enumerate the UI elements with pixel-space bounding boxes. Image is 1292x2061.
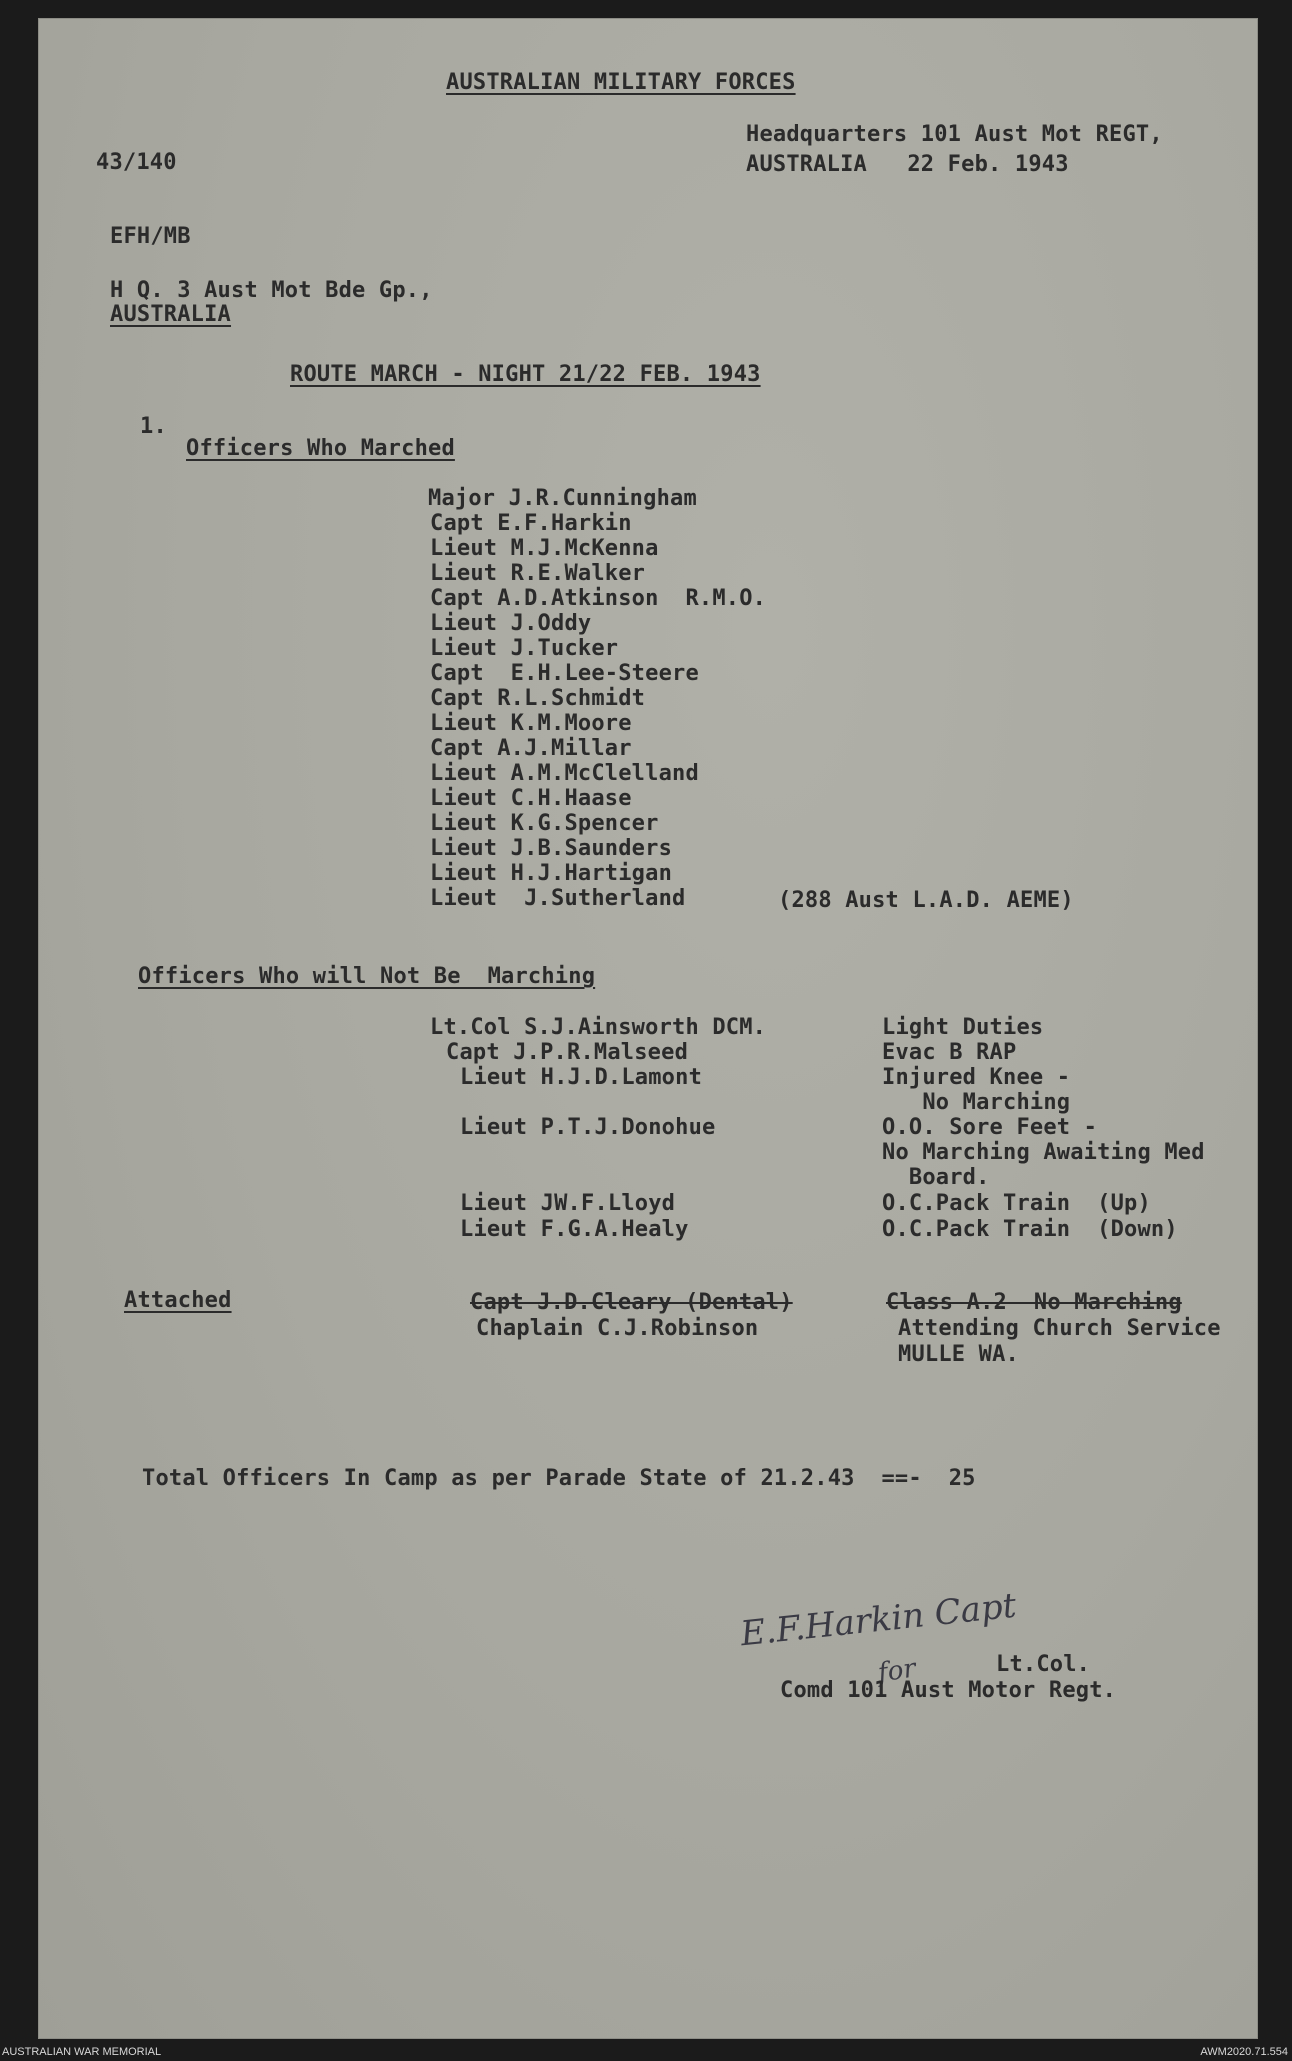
- addressee-line-2: AUSTRALIA: [110, 302, 232, 327]
- struck-officer-reason: Class A.2 No Marching: [886, 1290, 1182, 1315]
- handwritten-for: for: [876, 1653, 918, 1689]
- signature-rank: Lt.Col.: [996, 1652, 1091, 1677]
- footer-caption-left: AUSTRALIAN WAR MEMORIAL: [2, 2046, 162, 2058]
- officer-name: Lieut F.G.A.Healy: [460, 1217, 689, 1242]
- officer-unit-note: (288 Aust L.A.D. AEME): [778, 888, 1074, 913]
- officer-name: Lieut JW.F.Lloyd: [460, 1191, 676, 1216]
- total-officers-line: Total Officers In Camp as per Parade State of 21.2.43 ==- 25: [142, 1466, 976, 1491]
- officer-name: Lieut C.H.Haase: [430, 786, 632, 811]
- officer-name: Lieut P.T.J.Donohue: [460, 1115, 716, 1140]
- officer-reason: O.C.Pack Train (Up): [882, 1191, 1151, 1216]
- file-reference: 43/140: [96, 150, 177, 175]
- officer-reason: O.C.Pack Train (Down): [882, 1217, 1178, 1242]
- officer-name: Lieut K.G.Spencer: [430, 811, 659, 836]
- officer-name: Capt J.P.R.Malseed: [446, 1040, 689, 1065]
- officer-name: Capt R.L.Schmidt: [430, 686, 646, 711]
- officer-reason: O.O. Sore Feet -: [882, 1115, 1098, 1140]
- addressee-line-1: H Q. 3 Aust Mot Bde Gp.,: [110, 278, 433, 303]
- officer-name: Lt.Col S.J.Ainsworth DCM.: [430, 1015, 767, 1040]
- footer-caption-right: AWM2020.71.554: [1200, 2046, 1288, 2058]
- hq-line-2: AUSTRALIA 22 Feb. 1943: [746, 152, 1069, 177]
- officer-name: Capt A.D.Atkinson R.M.O.: [430, 586, 767, 611]
- officer-name: Lieut J.Tucker: [430, 636, 619, 661]
- attached-officer-name: Chaplain C.J.Robinson: [476, 1316, 759, 1341]
- officer-reason: No Marching Awaiting Med: [882, 1140, 1205, 1165]
- officer-reason: Injured Knee -: [882, 1065, 1071, 1090]
- officer-name: Lieut A.M.McClelland: [430, 761, 699, 786]
- subject-line: ROUTE MARCH - NIGHT 21/22 FEB. 1943: [290, 362, 761, 387]
- officer-reason: Evac B RAP: [882, 1040, 1017, 1065]
- section-heading-marched: Officers Who Marched: [186, 436, 455, 461]
- section-heading-not-marching: Officers Who will Not Be Marching: [138, 964, 596, 989]
- officer-name: Lieut J.Sutherland: [430, 886, 686, 911]
- officer-reason: Light Duties: [882, 1015, 1044, 1040]
- struck-officer-name: Capt J.D.Cleary (Dental): [470, 1290, 793, 1315]
- officer-name: Lieut R.E.Walker: [430, 561, 646, 586]
- officer-name: Lieut H.J.Hartigan: [430, 861, 673, 886]
- officer-name: Capt E.F.Harkin: [430, 511, 632, 536]
- document-title: AUSTRALIAN MILITARY FORCES: [446, 70, 796, 95]
- officer-name: Major J.R.Cunningham: [428, 486, 697, 511]
- officer-reason: Board.: [882, 1165, 990, 1190]
- attached-reason-line-2: MULLE WA.: [898, 1342, 1020, 1367]
- officer-name: Capt A.J.Millar: [430, 736, 632, 761]
- officer-name: Capt E.H.Lee-Steere: [430, 661, 699, 686]
- officer-name: Lieut K.M.Moore: [430, 711, 632, 736]
- officer-name: Lieut M.J.McKenna: [430, 536, 659, 561]
- attached-reason-line-1: Attending Church Service: [898, 1316, 1221, 1341]
- officer-reason: No Marching: [882, 1090, 1071, 1115]
- officer-name: Lieut H.J.D.Lamont: [460, 1065, 703, 1090]
- attached-label: Attached: [124, 1288, 232, 1313]
- initials-ref: EFH/MB: [110, 224, 191, 249]
- officer-name: Lieut J.Oddy: [430, 611, 592, 636]
- signature-command: Comd 101 Aust Motor Regt.: [780, 1678, 1117, 1703]
- hq-line-1: Headquarters 101 Aust Mot REGT,: [746, 122, 1163, 147]
- officer-name: Lieut J.B.Saunders: [430, 836, 673, 861]
- handwritten-signature: E.F.Harkin Capt: [738, 1585, 1019, 1655]
- section-number: 1.: [140, 414, 167, 439]
